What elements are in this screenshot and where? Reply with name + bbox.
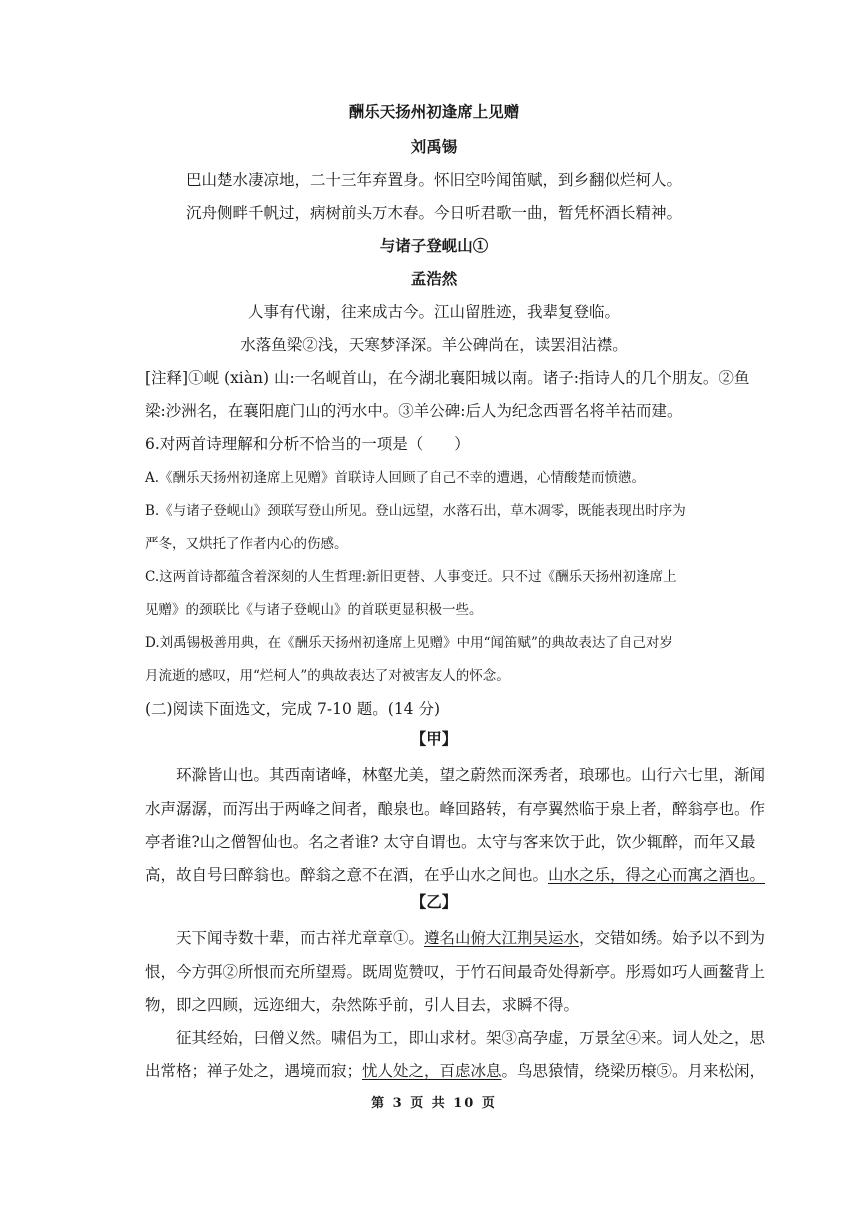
passage-jia-line3: 亭者谁?山之僧智仙也。名之者谁? 太守自谓也。太守与客来饮于此，饮少辄醉，而年又最: [145, 833, 756, 851]
underlined-sentence-yi-1: 遵名山俯大江荆吴运水: [424, 929, 580, 947]
poem2-title: 与诸子登岘山①: [379, 236, 489, 255]
passage-jia-heading: 【甲】: [410, 729, 458, 748]
passage-jia-line4-text: 高，故自号曰醉翁也。醉翁之意不在酒，在乎山水之间也。: [145, 866, 549, 884]
option-b-line2: 严冬，又烘托了作者内心的伤感。: [145, 536, 348, 552]
poem2-line1: 人事有代谢，往来成古今。江山留胜迹，我辈复登临。: [247, 303, 620, 321]
passage-yi-line5-start: 出常格；禅子处之，遇境而寂；: [145, 1062, 363, 1080]
passage-yi-line1: [176, 926, 765, 948]
passage-yi-line4: 征其经始，曰僧义然。啸侣为工，即山求材。架③高孕虚，万景坌④来。词人处之，思: [176, 1029, 766, 1047]
passage-yi-line5: [145, 1059, 765, 1081]
poem2-line2: 水落鱼梁②浅，天寒梦泽深。羊公碑尚在，读罢泪沾襟。: [240, 336, 628, 354]
passage-yi-line2: 恨，今方弭②所恨而充所望焉。既周览赞叹，于竹石间最奇处得新亭。彤焉如巧人画鳌背上: [145, 963, 766, 981]
passage-yi-heading: 【乙】: [410, 892, 458, 911]
option-b-line1: B.《与诸子登岘山》颈联写登山所见。登山远望，水落石出，草木凋零，既能表现出时序为: [145, 503, 686, 519]
option-c-line2: 见赠》的颈联比《与诸子登岘山》的首联更显积极一些。: [145, 602, 483, 618]
passage-jia-line4: [145, 863, 765, 885]
passage-yi-line3: 物，即之四顾，远迩细大，杂然陈乎前，引人目去，求瞬不得。: [145, 996, 580, 1014]
option-d-line1: D.刘禹锡极善用典，在《酬乐天扬州初逢席上见赠》中用“闻笛赋”的典故表达了自己对岁: [145, 635, 673, 651]
notes-line1: [注释]①岘 (xiàn) 山:一名岘首山，在今湖北襄阳城以南。诸子:指诗人的几个朋友。②鱼: [145, 369, 750, 387]
page-footer: 第 3 页 共 10 页: [371, 1096, 497, 1111]
question6-stem: 6.对两首诗理解和分析不恰当的一项是（ ）: [145, 435, 470, 453]
underlined-sentence-yi-2: 忧人处之，百虑冰息: [362, 1062, 502, 1080]
passage-yi-line1-end: ，交错如绣。始予以不到为: [579, 929, 766, 947]
passage-yi-line1-start: 天下闻寺数十辈，而古祥尤章章①。: [176, 929, 425, 947]
option-d-line2: 月流逝的感叹，用“烂柯人”的典故表达了对被害友人的怀念。: [145, 668, 510, 684]
notes-line2: 梁:沙洲名，在襄阳鹿门山的沔水中。③羊公碑:后人为纪念西晋名将羊祜而建。: [145, 402, 683, 420]
passage-jia-line1: 环滁皆山也。其西南诸峰，林壑尤美，望之蔚然而深秀者，琅琊也。山行六七里，渐闻: [176, 766, 766, 784]
passage-jia-line2: 水声潺潺，而泻出于两峰之间者，酿泉也。峰回路转，有亭翼然临于泉上者，醉翁亭也。作: [145, 800, 766, 818]
poem2-author: 孟浩然: [410, 269, 458, 288]
option-c-line1: C.这两首诗都蕴含着深刻的人生哲理:新旧更替、人事变迁。只不过《酬乐天扬州初逢席上: [145, 569, 677, 585]
poem1-title: 酬乐天扬州初逢席上见赠: [348, 102, 520, 121]
poem1-line2: 沉舟侧畔千帆过，病树前头万木春。今日听君歌一曲，暂凭杯酒长精神。: [185, 204, 682, 222]
poem1-line1: 巴山楚水凄凉地，二十三年弃置身。怀旧空吟闻笛赋，到乡翻似烂柯人。: [185, 171, 682, 189]
poem1-author: 刘禹锡: [410, 137, 458, 156]
passage-yi-line5-end: 。鸟思猿情，绕梁历榱⑤。月来松闲，: [501, 1062, 766, 1080]
section2-intro: (二)阅读下面选文，完成 7-10 题。(14 分): [145, 700, 441, 718]
underlined-sentence-jia: 山水之乐，得之心而寓之酒也。: [548, 866, 766, 884]
option-a-line1: A.《酬乐天扬州初逢席上见赠》首联诗人回顾了自己不幸的遭遇，心情酸楚而愤懑。: [145, 470, 646, 486]
